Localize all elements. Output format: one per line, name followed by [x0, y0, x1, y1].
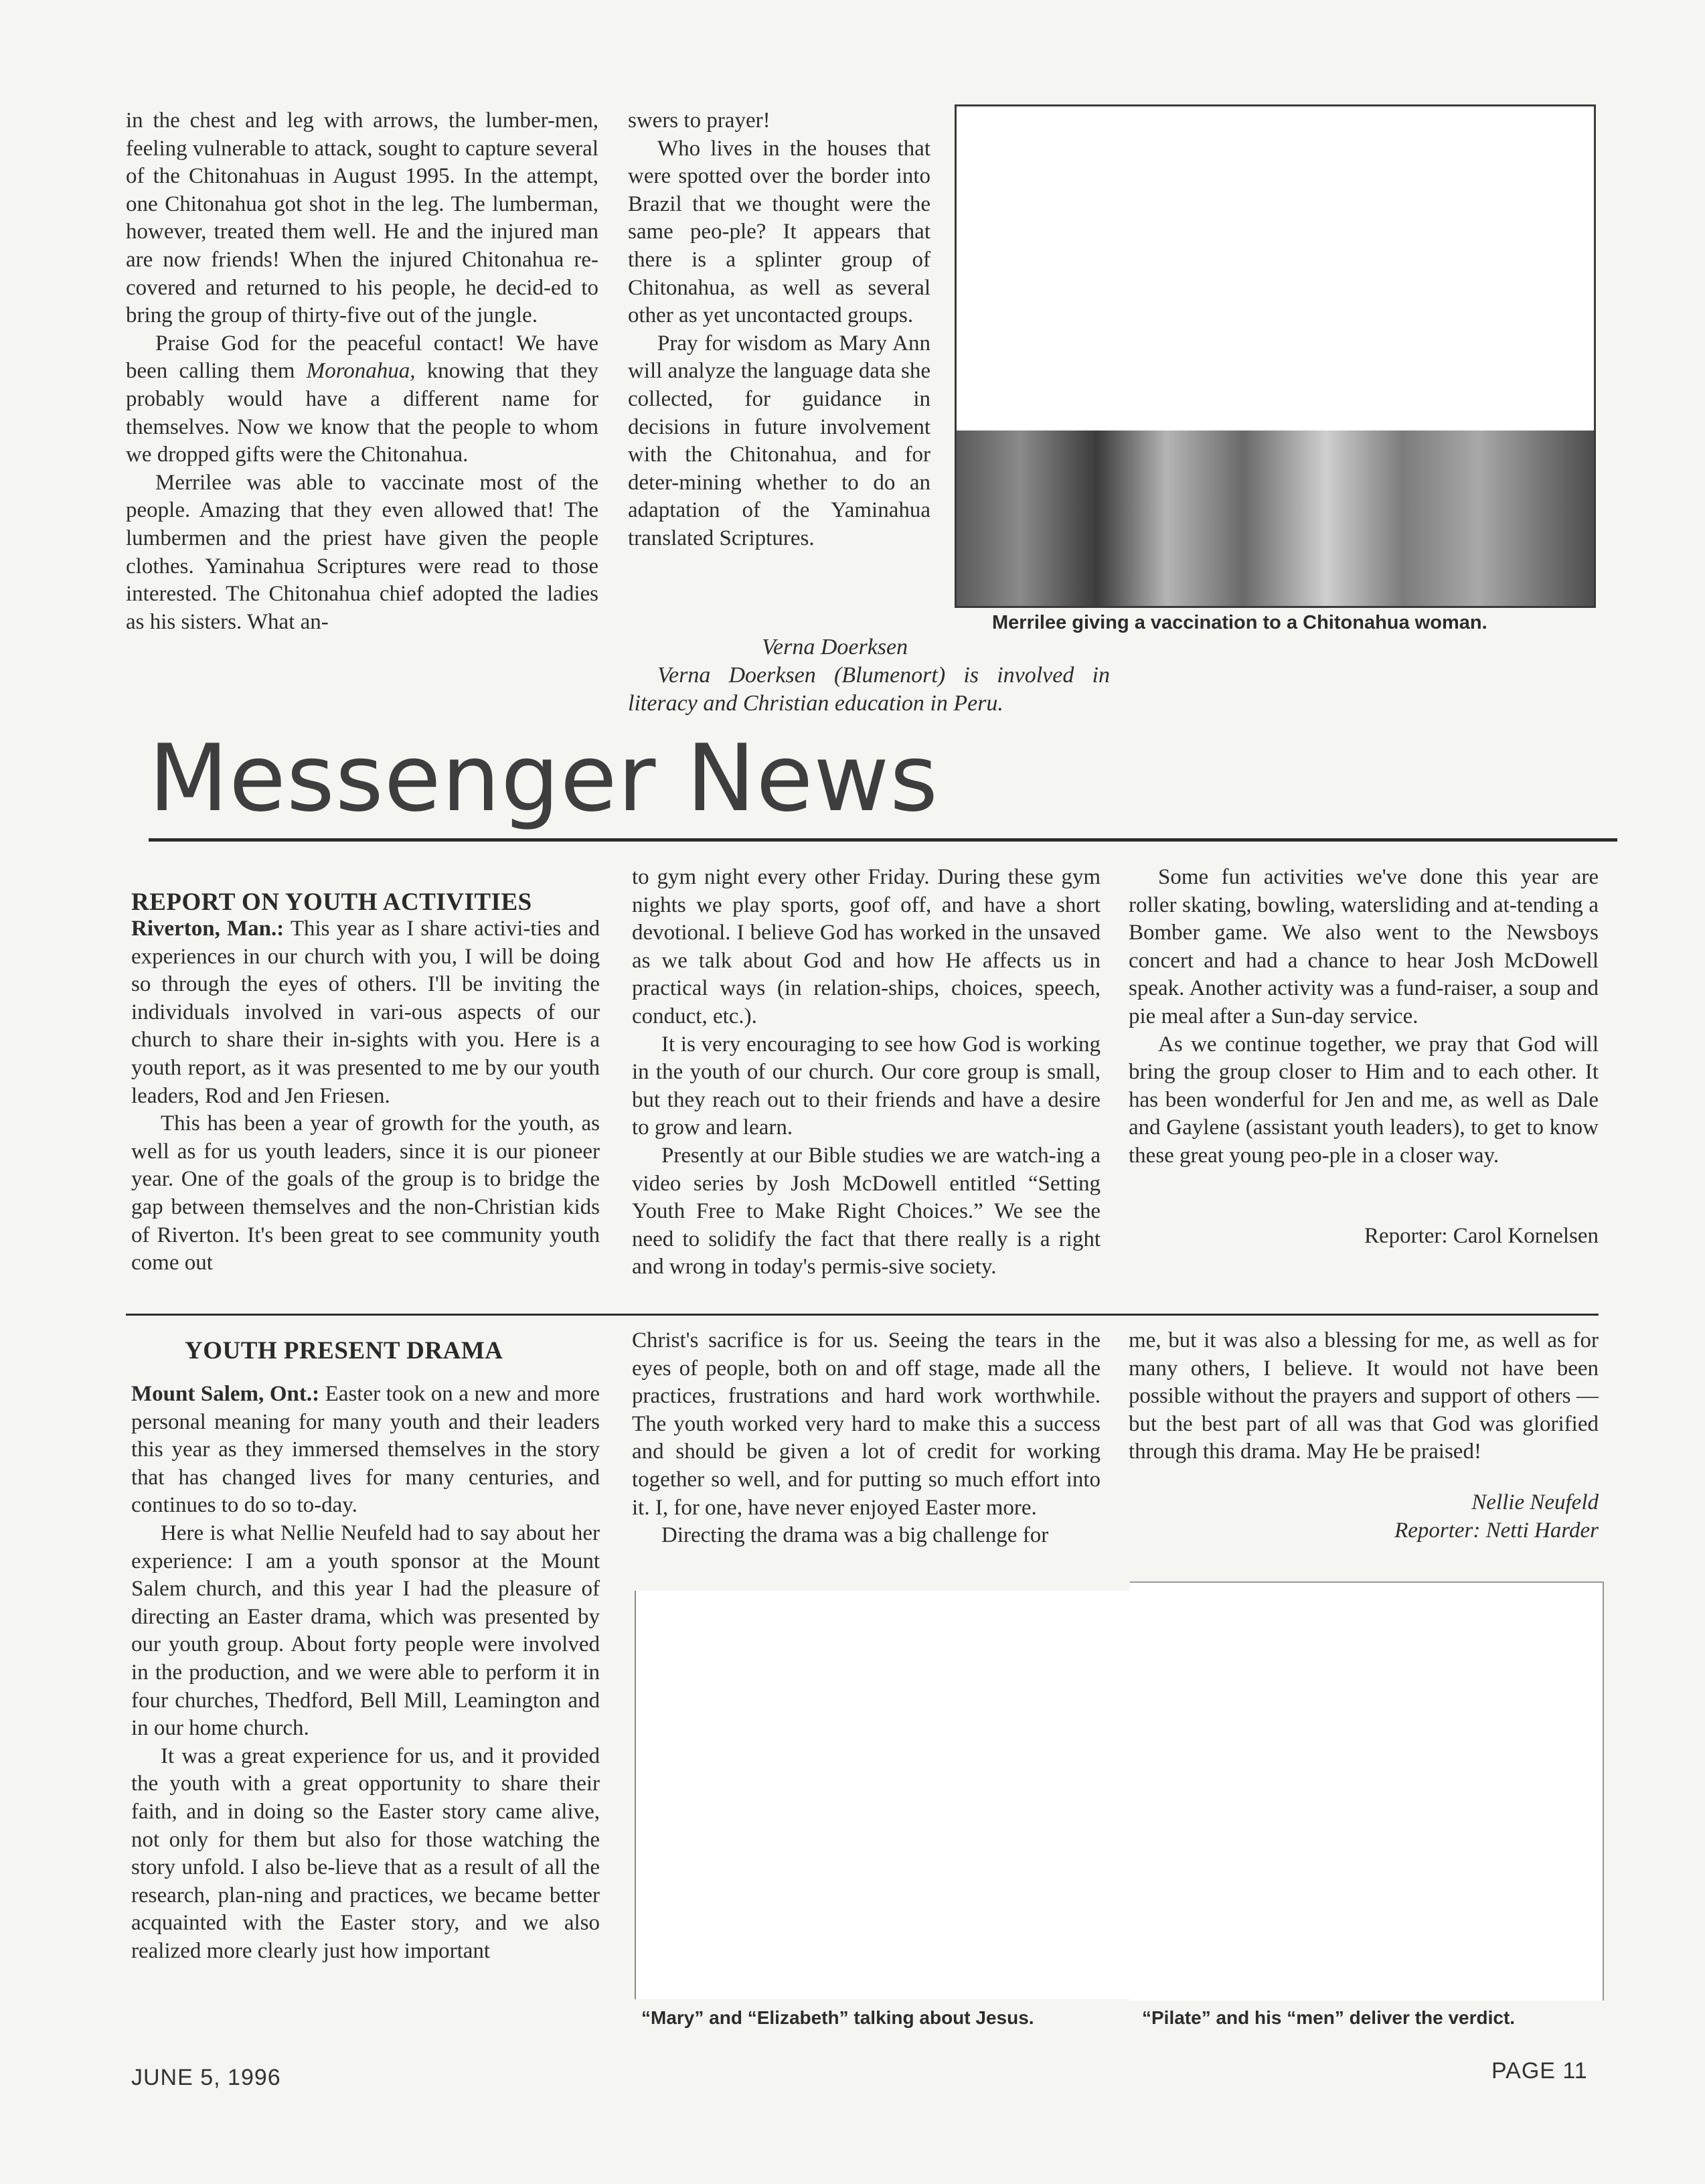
drama-photo-caption-left: “Mary” and “Elizabeth” talking about Jesus.: [641, 2007, 1034, 2028]
paragraph: Christ's sacrifice is for us. Seeing the tears in the eyes of people, both on and off stage, made all the practices, frustrations and hard work worthwhile. The youth worked very hard to make this a success and should be given a lot of credit for working together so well, and for putting so much effort into it. I, for one, have never enjoyed Easter more.: [632, 1328, 1101, 1520]
paragraph: Pray for wisdom as Mary Ann will analyze the language data she collected, for guidance in decisions in future involvement with the Chitonahua, and for deter-mining whether to do an adaptation of the Yaminahua translated Scriptures.: [628, 331, 930, 550]
top-article-column-1: [126, 107, 598, 723]
paragraph: It was a great experience for us, and it provided the youth with a great opportunity to share their faith, and in doing so the Easter story came alive, not only for them but also for those watching the story unfold. I also be-lieve that as a result of all the research, plan-ning and practices, we became better acquainted with the Easter story, and we also realized more clearly just how important: [131, 1743, 600, 1963]
vaccination-photo: [955, 104, 1596, 608]
author-signature: Verna Doerksen: [762, 635, 908, 659]
youth-activities-column-1: [131, 915, 600, 1308]
author-bio: Verna Doerksen (Blumenort) is involved in literacy and Christian education in Peru.: [628, 663, 1110, 716]
section-divider: [126, 1314, 1599, 1316]
youth-drama-heading: YOUTH PRESENT DRAMA: [185, 1337, 503, 1364]
youth-activities-column-3: [1129, 864, 1599, 1265]
paragraph: Who lives in the houses that were spotted over the border into Brazil that we thought were the same peo-ple? It appears that there is a splinter group of Chitonahua, as well as several other as yet uncontacted groups.: [628, 136, 930, 328]
youth-activities-heading: REPORT ON YOUTH ACTIVITIES: [131, 888, 532, 916]
youth-drama-column-2: [632, 1327, 1101, 1577]
youth-activities-column-2: [632, 864, 1101, 1307]
youth-activities-reporter: Reporter: Carol Kornelsen: [1364, 1224, 1599, 1248]
paragraph: Some fun activities we've done this year are roller skating, bowling, watersliding and at-tending a Bomber game. We also went to the Newsboys concert and had a chance to hear Josh McDowell speak. Another activity was a fund-raiser, a soup and pie meal after a Sun-day service.: [1129, 865, 1599, 1028]
paragraph: to gym night every other Friday. During these gym nights we play sports, goof off, and have a short devotional. I believe God has worked in the unsaved as we talk about God and how He affects us in practical ways (in relation-ships, choices, speech, conduct, etc.).: [632, 865, 1101, 1028]
paragraph: It is very encouraging to see how God is working in the youth of our church. Our core group is small, but they reach out to their friends and have a desire to grow and learn.: [632, 1032, 1101, 1140]
paragraph: Directing the drama was a big challenge for: [661, 1523, 1049, 1548]
paragraph: Praise God for the peaceful contact! We have been calling them Moronahua, knowing that they probably would have a different name for themselves. Now we know that the people to whom we dropped gifts were the Chitonahua.: [126, 331, 598, 467]
paragraph: Here is what Nellie Neufeld had to say about her experience: I am a youth sponsor at the Mount Salem church, and this year I had the pleasure of directing an Easter drama, which was presented by our youth group. About forty people were involved in the production, and we were able to perform it in four churches, Thedford, Bell Mill, Leamington and in our home church.: [131, 1520, 600, 1741]
paragraph: Merrilee was able to vaccinate most of the people. Amazing that they even allowed that! The lumbermen and the priest have given the people clothes. Yaminahua Scriptures were read to those interested. The Chitonahua chief adopted the ladies as his sisters. What an-: [126, 470, 598, 634]
drama-photo-pilate: [1130, 1581, 1604, 2001]
paragraph: This has been a year of growth for the youth, as well as for us youth leaders, since it is our pioneer year. One of the goals of the group is to bridge the gap between themselves and the non-Christian kids of Riverton. It's been great to see community youth come out: [131, 1111, 600, 1275]
paragraph: As we continue together, we pray that God will bring the group closer to Him and to each other. It has been wonderful for Jen and me, as well as Dale and Gaylene (assistant youth leaders), to get to know these great young peo-ple in a closer way.: [1129, 1032, 1599, 1168]
masthead-title: Messenger News: [149, 724, 939, 832]
photo-strip: [957, 431, 1594, 606]
youth-drama-signature-reporter: Reporter: Netti Harder: [1394, 1518, 1599, 1543]
drama-photo-caption-right: “Pilate” and his “men” deliver the verdict.: [1142, 2007, 1516, 2028]
paragraph: swers to prayer!: [628, 108, 770, 133]
paragraph: me, but it was also a blessing for me, as well as for many others, I believe. It would not have been possible without the prayers and support of others — but the best part of all was that God was glorified through this drama. May He be praised!: [1129, 1328, 1599, 1464]
drama-photo-mary-elizabeth: [635, 1591, 1130, 1999]
paragraph: Mount Salem, Ont.: Easter took on a new and more personal meaning for many youth and their leaders this year as they immersed themselves in the story that has changed lives for many centuries, and continues to do so to-day.: [131, 1382, 600, 1518]
vaccination-photo-caption: Merrilee giving a vaccination to a Chitonahua woman.: [992, 612, 1487, 633]
paragraph: Riverton, Man.: This year as I share activi-ties and experiences in our church with you, I will be doing so through the eyes of others. I'll be inviting the individuals involved in vari-ous aspects of our church to share their in-sights with you. Here is a youth report, as it was presented to me by our youth leaders, Rod and Jen Friesen.: [131, 917, 600, 1108]
top-article-column-2: [628, 107, 930, 616]
masthead-rule: [149, 838, 1617, 842]
youth-drama-signature-name: Nellie Neufeld: [1471, 1490, 1599, 1514]
youth-drama-column-3: [1129, 1327, 1599, 1501]
paragraph: Presently at our Bible studies we are watch-ing a video series by Josh McDowell entitled “Setting Youth Free to Make Right Choices.” We see the need to solidify the fact that there really is a right and wrong in today's permis-sive society.: [632, 1143, 1101, 1279]
footer-page-number: PAGE 11: [1491, 2058, 1588, 2084]
footer-date: JUNE 5, 1996: [131, 2065, 281, 2090]
youth-drama-column-1: [131, 1381, 600, 2051]
paragraph: in the chest and leg with arrows, the lumber-men, feeling vulnerable to attack, sought to capture several of the Chitonahuas in August 1995. In the attempt, one Chitonahua got shot in the leg. The lumberman, however, treated them well. He and the injured man are now friends! When the injured Chitonahua re-covered and returned to his people, he decid-ed to bring the group of thirty-five out of the jungle.: [126, 108, 598, 328]
